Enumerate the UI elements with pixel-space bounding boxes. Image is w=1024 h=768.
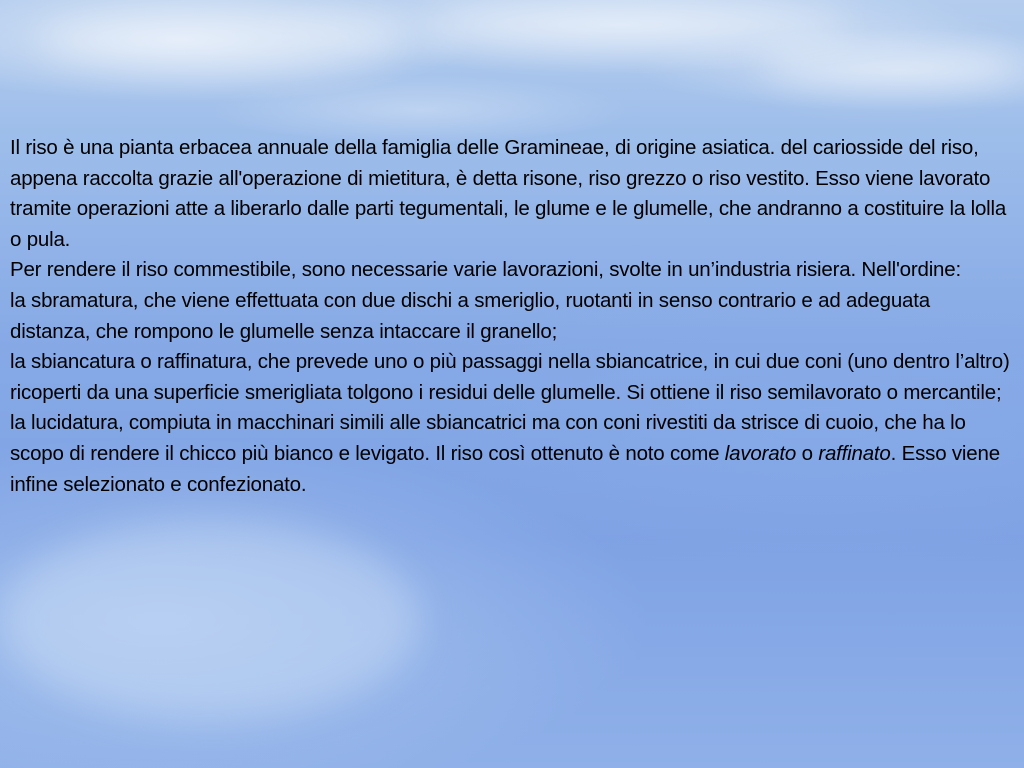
paragraph-sbramatura: la sbramatura, che viene effettuata con due dischi a smeriglio, ruotanti in senso contrario e ad adeguata distanza, che rompono le glumelle senza intaccare il granello; bbox=[10, 288, 930, 343]
lucidatura-text-3: . Esso viene infine selezionato e confezionato. bbox=[10, 441, 1000, 496]
body-text bbox=[10, 133, 1010, 500]
cloud-decoration bbox=[40, 10, 400, 70]
italic-raffinato: raffinato bbox=[818, 441, 891, 465]
cloud-decoration bbox=[430, 0, 850, 50]
paragraph-lucidatura bbox=[10, 408, 1010, 500]
cloud-decoration bbox=[0, 520, 420, 720]
paragraph-sbiancatura: la sbiancatura o raffinatura, che prevede uno o più passaggi nella sbiancatrice, in cui due coni (uno dentro l’altro) ricoperti da una superficie smerigliata tolgono i residui delle glumelle. Si ottiene il riso semilavorato o mercantile; bbox=[10, 350, 1010, 404]
lucidatura-text-1: la lucidatura, compiuta in macchinari simili alle sbiancatrici ma con coni rivestiti da strisce di cuoio, che ha lo scopo di rendere il chicco più bianco e levigato. Il riso così ottenuto è noto come bbox=[10, 411, 966, 465]
cloud-decoration bbox=[760, 40, 1020, 90]
paragraph-processing: Per rendere il riso commestibile, sono necessarie varie lavorazioni, svolte in un’industria risiera. Nell'ordine: bbox=[10, 258, 961, 282]
lucidatura-text-2: o bbox=[796, 441, 819, 465]
italic-lavorato: lavorato bbox=[724, 441, 797, 465]
paragraph-intro: Il riso è una pianta erbacea annuale della famiglia delle Gramineae, di origine asiatica. del cariosside del riso, appena raccolta grazie all'operazione di mietitura, è detta risone, riso grezzo o riso vestito. Esso viene lavorato tramite operazioni atte a liberarlo dalle parti tegumentali, le glume e le glumelle, che andranno a costituire la lolla o pula. bbox=[10, 136, 1007, 251]
